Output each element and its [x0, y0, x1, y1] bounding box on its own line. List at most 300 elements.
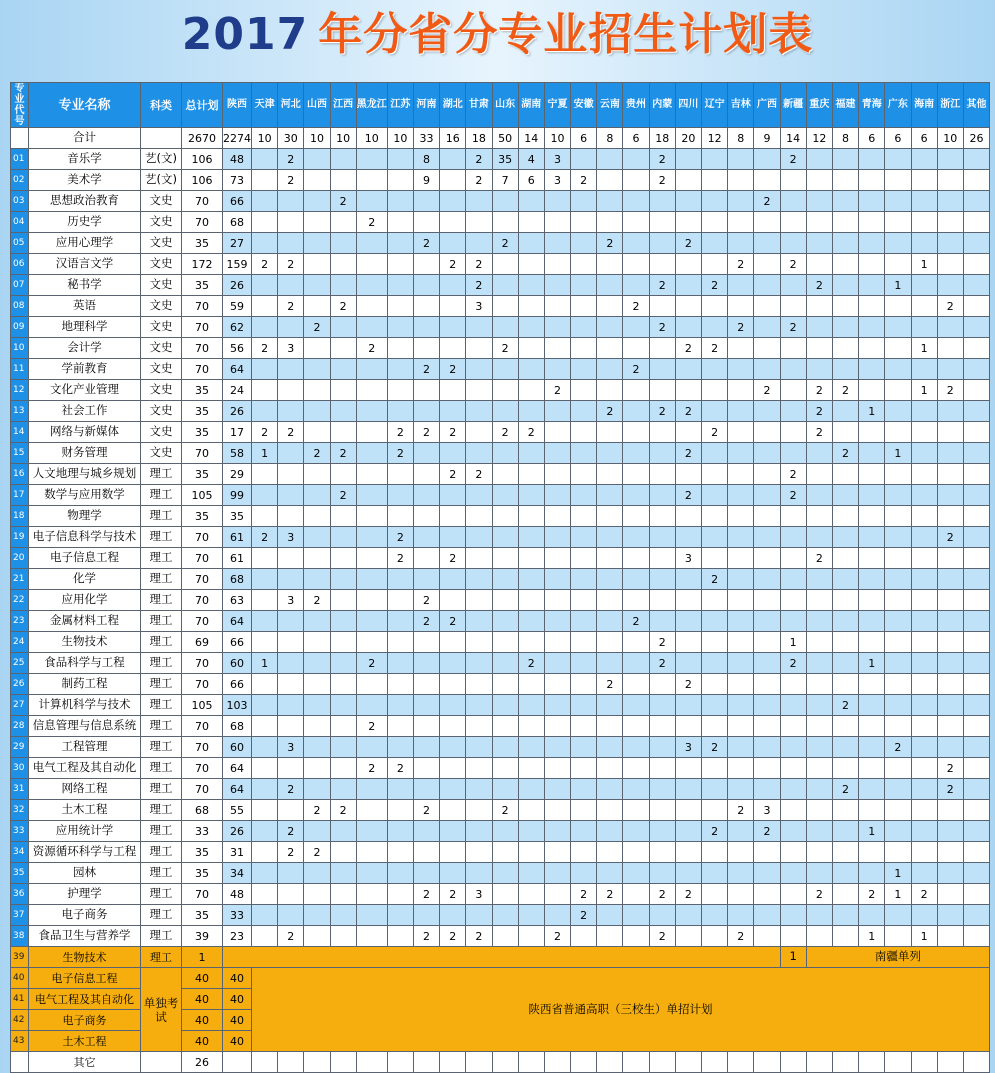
row-value: [937, 422, 963, 443]
row-value: [649, 485, 675, 506]
row-value: [413, 254, 439, 275]
row-value: [806, 653, 832, 674]
table-row: [11, 170, 990, 191]
row-value: [492, 506, 518, 527]
row-code: 26: [11, 674, 29, 695]
row-value: [387, 716, 413, 737]
row-value: [702, 485, 728, 506]
row-value: [780, 926, 806, 947]
table-row: [11, 569, 990, 590]
row-value: 2: [571, 170, 597, 191]
row-value: [963, 233, 989, 254]
row-value: [911, 191, 937, 212]
row-value: [387, 338, 413, 359]
row-value: [304, 401, 330, 422]
row-value: [518, 359, 544, 380]
row-code: 32: [11, 800, 29, 821]
row-value: [330, 464, 356, 485]
row-major-name: 应用心理学: [29, 233, 141, 254]
row-value: [675, 695, 701, 716]
row-value: 2: [649, 632, 675, 653]
row-value: 2: [252, 527, 278, 548]
row-value: [675, 779, 701, 800]
row-value: [675, 716, 701, 737]
row-code: 38: [11, 926, 29, 947]
row-value: [571, 464, 597, 485]
row-value: [859, 863, 885, 884]
row-total: 40: [182, 1031, 223, 1052]
header-province: 江苏: [387, 83, 413, 128]
row-value: [440, 737, 466, 758]
row-major-name: 社会工作: [29, 401, 141, 422]
row-value: [356, 359, 387, 380]
row-value: [252, 758, 278, 779]
row-value: [728, 443, 754, 464]
row-value: [544, 674, 570, 695]
row-value: [937, 737, 963, 758]
row-total: 35: [182, 233, 223, 254]
row-value: [466, 338, 492, 359]
row-value: [356, 401, 387, 422]
table-row: [11, 821, 990, 842]
row-value: 2: [702, 338, 728, 359]
row-value: [518, 485, 544, 506]
row-value: [387, 380, 413, 401]
row-value: [649, 674, 675, 695]
row-major-name: 护理学: [29, 884, 141, 905]
row-subject: 理工: [141, 737, 182, 758]
row-total: 70: [182, 737, 223, 758]
row-major-name: 电气工程及其自动化: [29, 989, 141, 1010]
row-value: [440, 695, 466, 716]
page-title: [0, 6, 995, 64]
row-value: [304, 758, 330, 779]
row-value: [440, 716, 466, 737]
row-value: [728, 695, 754, 716]
row-value: [885, 191, 911, 212]
row-code: 08: [11, 296, 29, 317]
row-value: [597, 653, 623, 674]
row-value: [597, 170, 623, 191]
row-value: [278, 212, 304, 233]
row-value: [675, 464, 701, 485]
row-value: [832, 464, 858, 485]
row-value: [544, 569, 570, 590]
row-value: [780, 338, 806, 359]
header-province: 海南: [911, 83, 937, 128]
row-value: [252, 401, 278, 422]
row-value: [278, 548, 304, 569]
row-value: 66: [223, 674, 252, 695]
row-value: [832, 842, 858, 863]
row-value: [728, 863, 754, 884]
row-value: [413, 758, 439, 779]
row-value: [754, 233, 780, 254]
row-total: 70: [182, 779, 223, 800]
row-value: 2: [518, 422, 544, 443]
row-value: [518, 275, 544, 296]
row-value: [911, 569, 937, 590]
row-value: [623, 149, 649, 170]
row-value: [466, 359, 492, 380]
header-province: 云南: [597, 83, 623, 128]
row-value: [780, 737, 806, 758]
row-value: 2: [571, 884, 597, 905]
row-value: [702, 296, 728, 317]
row-value: 40: [223, 968, 252, 989]
row-value: [252, 800, 278, 821]
row-value: [597, 800, 623, 821]
table-row: [11, 842, 990, 863]
row-value: [675, 506, 701, 527]
row-subject: 文史: [141, 401, 182, 422]
row-value: [806, 758, 832, 779]
row-value: [885, 296, 911, 317]
summary-value: 16: [440, 128, 466, 149]
row-value: 60: [223, 737, 252, 758]
summary-value: 14: [518, 128, 544, 149]
row-value: [440, 779, 466, 800]
row-value: 2: [806, 884, 832, 905]
row-value: [466, 212, 492, 233]
row-subject: 理工: [141, 632, 182, 653]
row-value: [728, 674, 754, 695]
row-code: 16: [11, 464, 29, 485]
row-value: 2: [675, 443, 701, 464]
row-value: [571, 359, 597, 380]
row-subject: 理工: [141, 926, 182, 947]
row-value: [649, 338, 675, 359]
row-value: 2: [754, 380, 780, 401]
row-value: [754, 905, 780, 926]
row-subject: 文史: [141, 380, 182, 401]
row-value: 1: [780, 632, 806, 653]
row-value: [387, 632, 413, 653]
row-value: [754, 674, 780, 695]
row-value: [963, 926, 989, 947]
row-value: 2: [330, 485, 356, 506]
table-row: [11, 905, 990, 926]
row-value: [597, 632, 623, 653]
row-subject: 文史: [141, 254, 182, 275]
row-value: [544, 821, 570, 842]
row-value: 2: [466, 464, 492, 485]
row-value: 62: [223, 317, 252, 338]
row-value: [937, 548, 963, 569]
table-row: [11, 296, 990, 317]
row-value: [859, 632, 885, 653]
row-value: [728, 842, 754, 863]
row-value: [911, 359, 937, 380]
row-code: 41: [11, 989, 29, 1010]
row-value: [387, 905, 413, 926]
row-value: [356, 317, 387, 338]
table-row: [11, 590, 990, 611]
row-value: [571, 422, 597, 443]
row-value: [963, 506, 989, 527]
header-province: 吉林: [728, 83, 754, 128]
row-value: [387, 485, 413, 506]
header-province: 青海: [859, 83, 885, 128]
row-value: [252, 842, 278, 863]
row-value: 2: [702, 275, 728, 296]
row-value: [466, 863, 492, 884]
summary-value: 12: [806, 128, 832, 149]
row-major-name: 电气工程及其自动化: [29, 758, 141, 779]
row-value: 24: [223, 380, 252, 401]
row-value: 2: [597, 233, 623, 254]
table-row-special: [11, 947, 990, 968]
row-value: 2: [937, 779, 963, 800]
row-value: [937, 926, 963, 947]
row-subject: 文史: [141, 422, 182, 443]
row-value: [702, 800, 728, 821]
row-value: [911, 464, 937, 485]
row-value: [885, 464, 911, 485]
row-value: [806, 590, 832, 611]
row-value: [806, 527, 832, 548]
table-row: [11, 653, 990, 674]
table-row: [11, 863, 990, 884]
row-total: 70: [182, 884, 223, 905]
row-value: [544, 443, 570, 464]
row-subject: 理工: [141, 569, 182, 590]
row-value: [937, 149, 963, 170]
row-value: 2: [492, 800, 518, 821]
row-value: [885, 653, 911, 674]
row-value: [356, 296, 387, 317]
row-value: [387, 233, 413, 254]
row-value: 1: [911, 926, 937, 947]
row-value: 63: [223, 590, 252, 611]
row-value: [492, 926, 518, 947]
row-value: [937, 401, 963, 422]
row-value: [387, 191, 413, 212]
row-value: [963, 716, 989, 737]
row-code: 37: [11, 905, 29, 926]
row-value: [859, 506, 885, 527]
row-subject: 理工: [141, 611, 182, 632]
row-value: [806, 212, 832, 233]
row-value: [780, 401, 806, 422]
row-value: [518, 905, 544, 926]
summary-value: 14: [780, 128, 806, 149]
row-value: [754, 464, 780, 485]
row-value: 40: [223, 989, 252, 1010]
row-value: [571, 569, 597, 590]
row-value: [492, 905, 518, 926]
row-value: [911, 296, 937, 317]
row-value: [623, 884, 649, 905]
row-major-name: 学前教育: [29, 359, 141, 380]
row-value: [278, 464, 304, 485]
row-value: [544, 716, 570, 737]
row-value: [806, 191, 832, 212]
row-value: [597, 296, 623, 317]
row-value: 2: [675, 884, 701, 905]
row-value: [885, 590, 911, 611]
row-value: [544, 779, 570, 800]
row-value: [304, 863, 330, 884]
row-value: 2: [440, 464, 466, 485]
row-value: 2: [806, 401, 832, 422]
row-total: 70: [182, 590, 223, 611]
row-value: 40: [223, 1031, 252, 1052]
row-value: [252, 611, 278, 632]
row-value: [649, 695, 675, 716]
summary-value: 26: [963, 128, 989, 149]
row-value: [330, 779, 356, 800]
row-value: [518, 191, 544, 212]
row-value: [466, 548, 492, 569]
row-value: [911, 548, 937, 569]
row-value: [440, 380, 466, 401]
row-value: [649, 191, 675, 212]
row-value: [492, 548, 518, 569]
row-value: [440, 443, 466, 464]
row-value: [806, 254, 832, 275]
row-value: [937, 569, 963, 590]
row-value: 2: [356, 716, 387, 737]
row-total: 70: [182, 548, 223, 569]
row-value: [623, 527, 649, 548]
row-value: [885, 380, 911, 401]
row-value: [885, 233, 911, 254]
row-value: [859, 779, 885, 800]
row-value: 2: [440, 884, 466, 905]
row-value: [440, 149, 466, 170]
row-value: [492, 863, 518, 884]
row-value: 103: [223, 695, 252, 716]
row-major-name: 食品卫生与营养学: [29, 926, 141, 947]
row-value: 2: [649, 401, 675, 422]
row-value: [963, 191, 989, 212]
row-value: [387, 569, 413, 590]
row-major-name: 数学与应用数学: [29, 485, 141, 506]
row-code: 14: [11, 422, 29, 443]
row-total: 68: [182, 800, 223, 821]
row-value: [780, 275, 806, 296]
row-total: 70: [182, 758, 223, 779]
row-value: [754, 716, 780, 737]
row-value: [963, 527, 989, 548]
row-value: [597, 863, 623, 884]
row-value: [518, 821, 544, 842]
row-value: [885, 527, 911, 548]
summary-value: 18: [466, 128, 492, 149]
header-subject: 科类: [141, 83, 182, 128]
row-value: [466, 590, 492, 611]
row-value: [963, 464, 989, 485]
row-value: 2: [387, 548, 413, 569]
row-value: [440, 653, 466, 674]
table-row: [11, 212, 990, 233]
row-total: 70: [182, 443, 223, 464]
row-value: [806, 464, 832, 485]
row-total: 40: [182, 1010, 223, 1031]
row-value: [623, 926, 649, 947]
row-value: [702, 611, 728, 632]
row-value: 2: [649, 149, 675, 170]
row-major-name: 信息管理与信息系统: [29, 716, 141, 737]
row-major-name: 历史学: [29, 212, 141, 233]
row-value: [911, 821, 937, 842]
row-subject: 理工: [141, 821, 182, 842]
row-value: [675, 632, 701, 653]
row-subject: 理工: [141, 884, 182, 905]
row-value: [544, 233, 570, 254]
row-value: [780, 821, 806, 842]
row-value: [252, 779, 278, 800]
row-value: [252, 380, 278, 401]
row-value: 61: [223, 548, 252, 569]
row-value: [728, 632, 754, 653]
row-value: [356, 800, 387, 821]
row-value: [937, 506, 963, 527]
row-major-name: 土木工程: [29, 800, 141, 821]
row-value: [330, 863, 356, 884]
header-province: 四川: [675, 83, 701, 128]
row-value: [754, 863, 780, 884]
row-value: [597, 149, 623, 170]
row-value: [649, 464, 675, 485]
row-value: 2: [675, 485, 701, 506]
row-code: 15: [11, 443, 29, 464]
row-value: [304, 191, 330, 212]
row-value: [571, 926, 597, 947]
row-value: 2: [728, 926, 754, 947]
row-value: [728, 212, 754, 233]
header-province: 福建: [832, 83, 858, 128]
row-major-name: 美术学: [29, 170, 141, 191]
row-value: [911, 170, 937, 191]
header-province: 辽宁: [702, 83, 728, 128]
header-province: 内蒙: [649, 83, 675, 128]
row-major-name: 电子商务: [29, 1010, 141, 1031]
row-code: 10: [11, 338, 29, 359]
row-value: [387, 695, 413, 716]
row-value: [252, 506, 278, 527]
row-value: [754, 695, 780, 716]
row-value: [597, 191, 623, 212]
row-value: [859, 758, 885, 779]
row-value: [304, 716, 330, 737]
row-subject: 理工: [141, 548, 182, 569]
row-value: [885, 548, 911, 569]
row-value: [252, 632, 278, 653]
row-value: [387, 275, 413, 296]
row-value: [963, 254, 989, 275]
summary-value: 6: [571, 128, 597, 149]
row-value: [623, 380, 649, 401]
row-value: [597, 422, 623, 443]
row-value: [649, 233, 675, 254]
row-value: [937, 254, 963, 275]
row-value: [702, 716, 728, 737]
row-value: 64: [223, 359, 252, 380]
row-value: [937, 653, 963, 674]
row-value: [728, 338, 754, 359]
header-province: 广东: [885, 83, 911, 128]
row-total: 70: [182, 191, 223, 212]
row-value: [623, 800, 649, 821]
row-value: 2: [492, 422, 518, 443]
row-value: [754, 170, 780, 191]
row-value: [387, 653, 413, 674]
summary-value: 20: [675, 128, 701, 149]
row-value: [571, 821, 597, 842]
row-value: [859, 485, 885, 506]
